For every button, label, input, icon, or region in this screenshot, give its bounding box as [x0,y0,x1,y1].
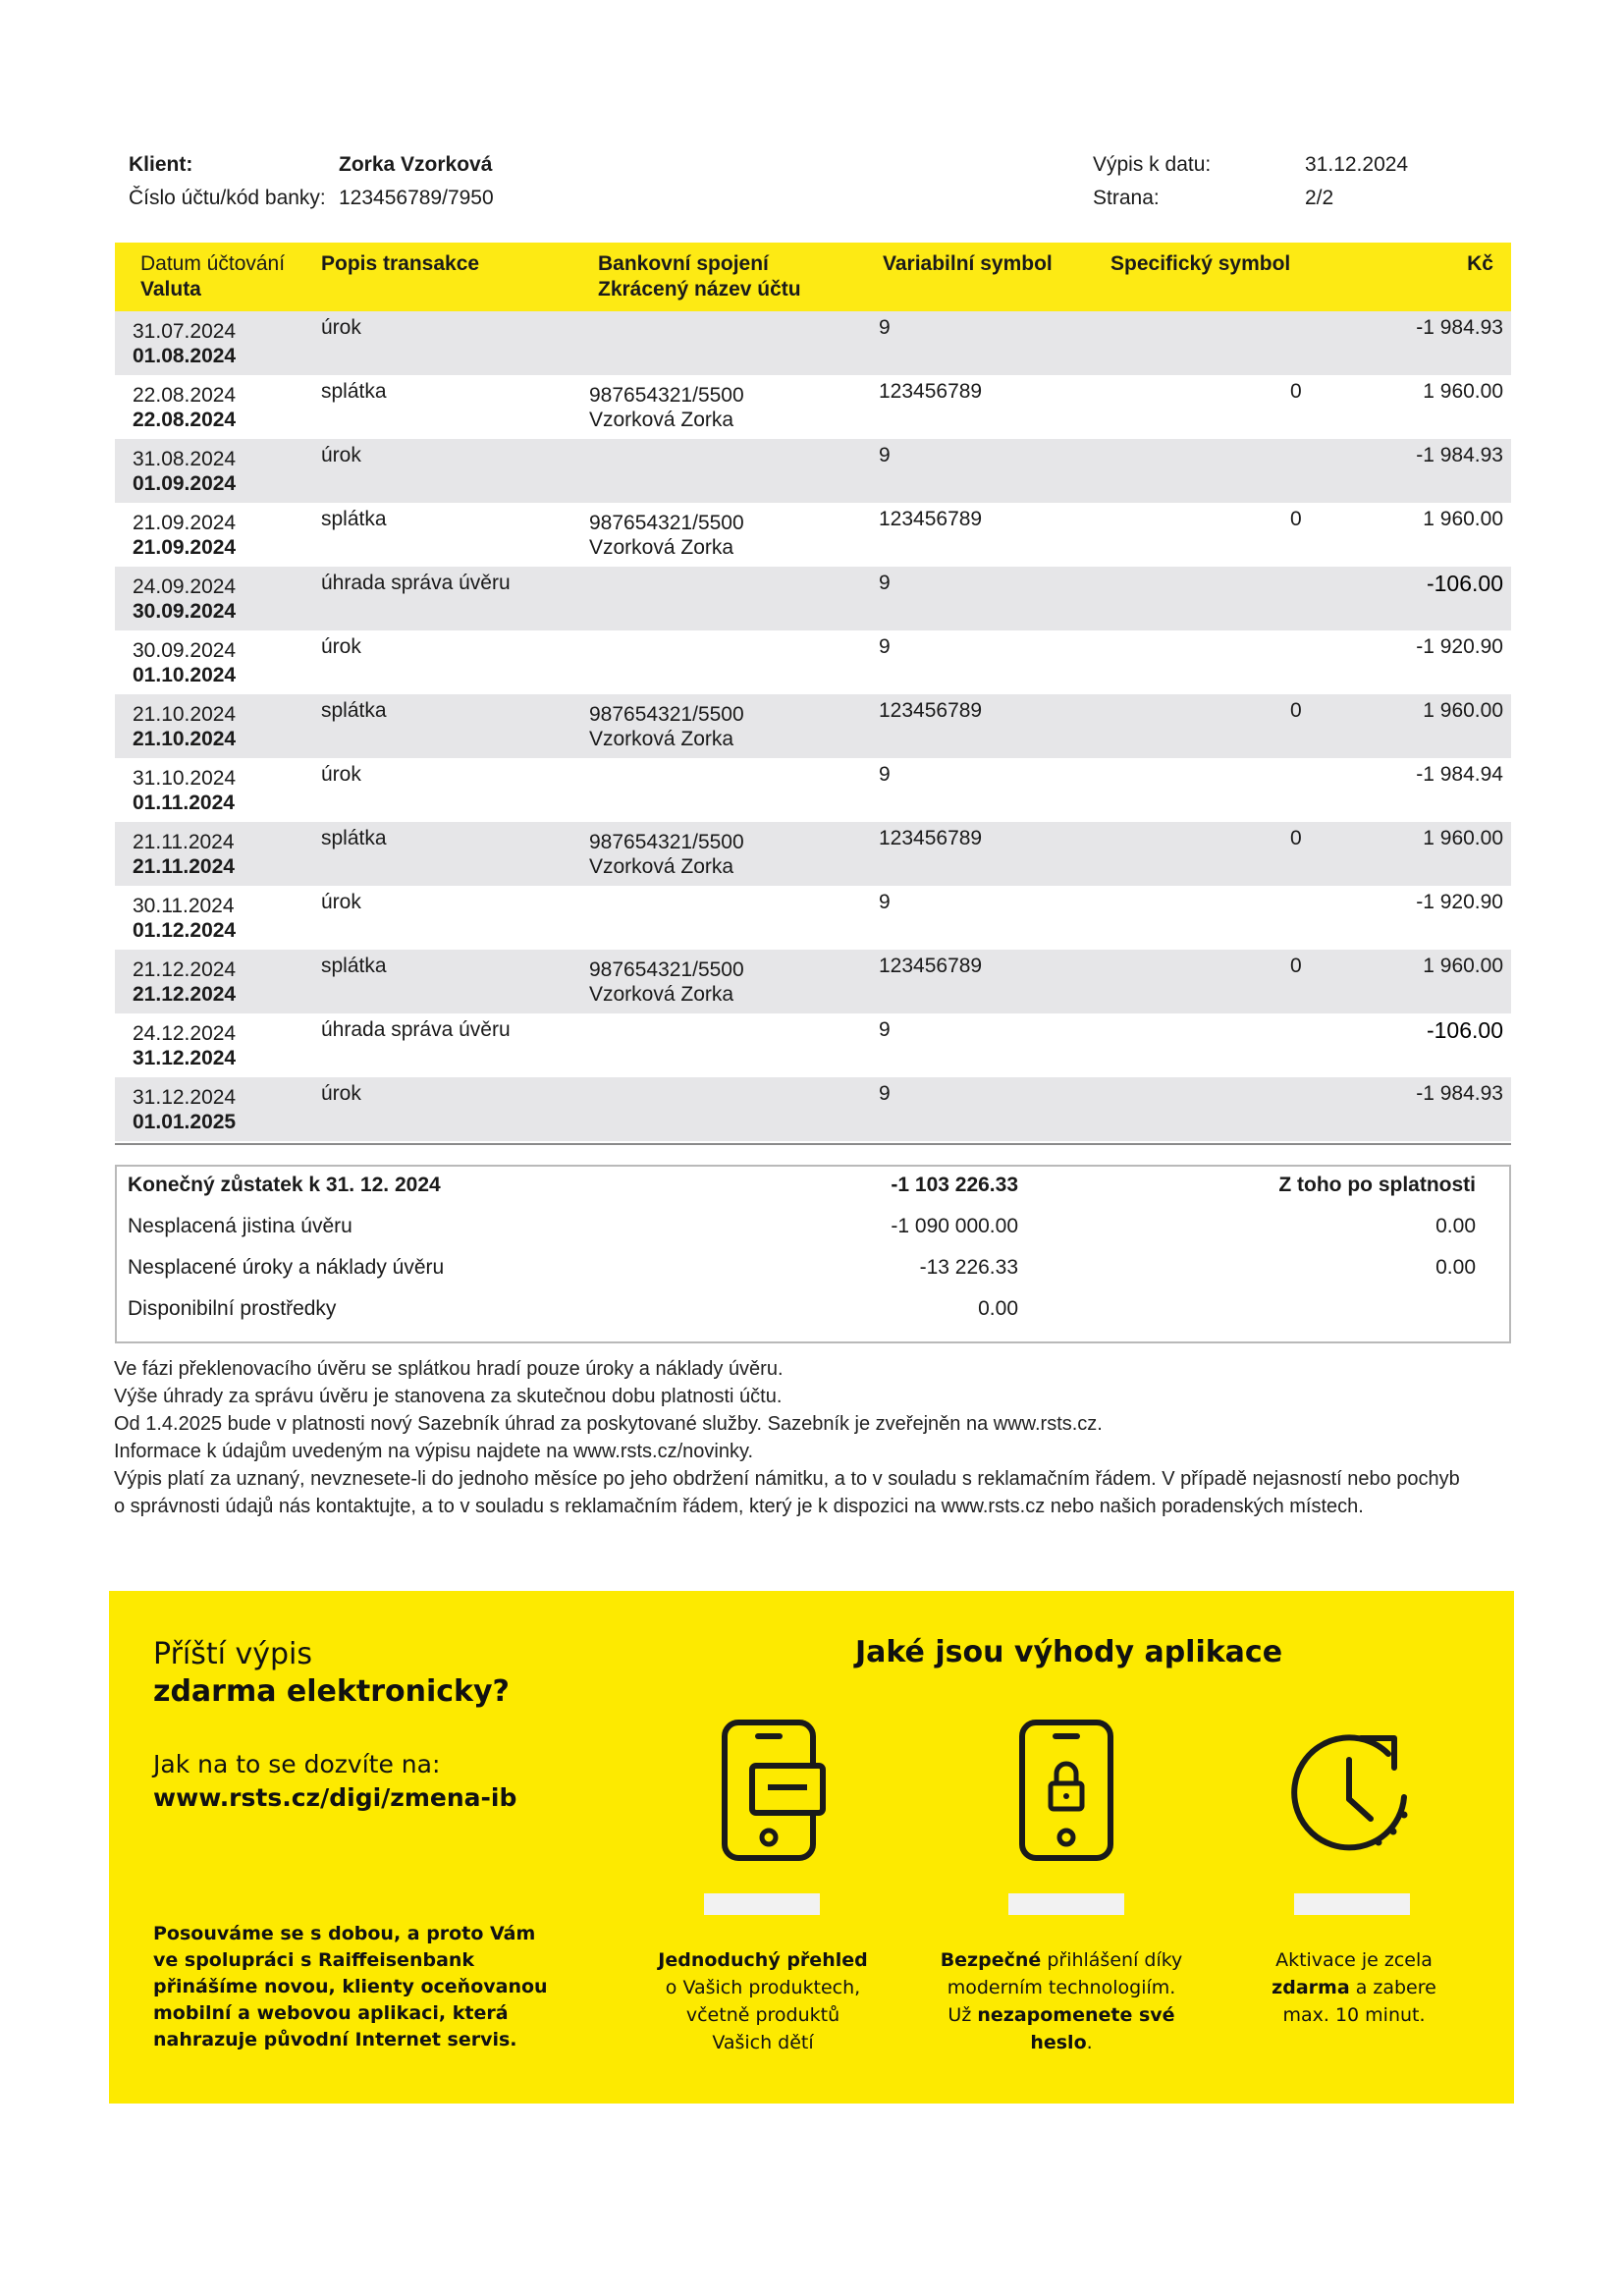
row-value-date: 01.11.2024 [133,792,235,814]
row-value-date: 01.10.2024 [133,664,237,686]
available-value: 0.00 [978,1297,1018,1320]
row-description: splátka [321,699,387,722]
row-posting-date: 30.09.2024 [133,639,237,662]
row-value-date: 21.09.2024 [133,536,237,559]
row-description: úhrada správa úvěru [321,1018,511,1041]
header-variable-symbol: Variabilní symbol [883,252,1053,275]
row-description: splátka [321,508,387,530]
row-amount: 1 960.00 [1423,955,1503,977]
row-amount: -1 984.93 [1416,1082,1503,1105]
header-value-date: Valuta [140,278,201,301]
promo-banner [109,1591,1514,2104]
final-balance-label: Konečný zůstatek k 31. 12. 2024 [128,1174,441,1196]
account-number: 123456789/7950 [339,187,494,209]
row-bank-account: 987654321/5500 [589,831,744,853]
row-posting-date: 31.07.2024 [133,320,237,343]
statement-date-label: Výpis k datu: [1093,153,1212,176]
row-variable-symbol: 123456789 [879,508,983,530]
row-amount: 1 960.00 [1423,827,1503,849]
note-line: o správnosti údajů nás kontaktujte, a to v souladu s reklamačním řádem, který je k dispozici na www.rsts.cz nebo našich poradenských místech. [114,1496,1364,1517]
row-posting-date: 31.10.2024 [133,767,237,790]
row-variable-symbol: 9 [879,635,891,658]
feature-security-rest: přihlášení díky [1041,1949,1183,1971]
promo-title-line2: zdarma elektronicky? [153,1674,510,1709]
row-specific-symbol: 0 [1290,955,1302,977]
row-variable-symbol: 9 [879,444,891,466]
feature-activation-bold: zdarma [1272,1977,1350,1998]
table-row [115,439,1511,503]
row-specific-symbol: 0 [1290,380,1302,403]
row-posting-date: 24.09.2024 [133,575,237,598]
table-row [115,822,1511,886]
table-bottom-rule [115,1143,1511,1145]
row-bank-account: 987654321/5500 [589,384,744,407]
row-amount: -106.00 [1426,571,1503,596]
icon-label-bar [704,1893,820,1915]
row-variable-symbol: 9 [879,316,891,339]
table-row [115,503,1511,567]
header-short-name: Zkrácený název účtu [598,278,801,301]
row-bank-account: 987654321/5500 [589,703,744,726]
statement-date: 31.12.2024 [1305,153,1409,176]
row-variable-symbol: 9 [879,763,891,786]
row-description: úrok [321,891,361,913]
row-posting-date: 30.11.2024 [133,895,235,917]
header-bank: Bankovní spojení [598,252,769,275]
note-line: Ve fázi překlenovacího úvěru se splátkou hradí pouze úroky a náklady úvěru. [114,1358,784,1380]
table-row [115,311,1511,375]
row-amount: -1 920.90 [1416,891,1503,913]
row-value-date: 30.09.2024 [133,600,237,623]
row-variable-symbol: 9 [879,1018,891,1041]
row-value-date: 01.08.2024 [133,345,237,367]
row-value-date: 22.08.2024 [133,409,237,431]
note-line: Výpis platí za uznaný, nevznesete-li do jednoho měsíce po jeho obdržení námitku, a to v souladu s reklamačním řádem. V případě nejasností nebo pochyb [114,1468,1460,1490]
row-description: úrok [321,444,361,466]
page-number: 2/2 [1305,187,1334,209]
row-posting-date: 31.12.2024 [133,1086,237,1109]
promo-body-line: přinášíme novou, klienty oceňovanou [153,1976,548,1997]
note-line: Informace k údajům uvedeným na výpisu najdete na www.rsts.cz/novinky. [114,1441,754,1462]
row-value-date: 21.11.2024 [133,855,235,878]
principal-label: Nesplacená jistina úvěru [128,1215,352,1237]
table-body [115,311,1511,1141]
row-description: splátka [321,380,387,403]
phone-wallet-icon [709,1717,827,1869]
feature-overview-line: o Vašich produktech, [665,1977,861,1998]
promo-body-line: mobilní a webovou aplikaci, která [153,2002,509,2024]
row-value-date: 21.10.2024 [133,728,237,750]
row-value-date: 31.12.2024 [133,1047,237,1069]
table-row [115,950,1511,1013]
row-variable-symbol: 123456789 [879,699,983,722]
header-posting-date: Datum účtování [140,252,286,275]
feature-security-line: moderním technologiím. [947,1977,1176,1998]
row-posting-date: 21.12.2024 [133,958,237,981]
row-description: úrok [321,763,361,786]
promo-url-link[interactable]: www.rsts.cz/digi/zmena-ib [153,1783,517,1812]
principal-value: -1 090 000.00 [891,1215,1018,1237]
table-header [115,243,1511,311]
table-row [115,694,1511,758]
table-row [115,1077,1511,1141]
row-posting-date: 24.12.2024 [133,1022,237,1045]
row-posting-date: 31.08.2024 [133,448,237,470]
row-description: úrok [321,1082,361,1105]
row-amount: -106.00 [1426,1017,1503,1043]
table-row [115,375,1511,439]
row-value-date: 01.01.2025 [133,1111,237,1133]
header-amount: Kč [1467,252,1493,275]
feature-security [934,1946,1189,2056]
icon-label-bar [1294,1893,1410,1915]
promo-body-line: ve spolupráci s Raiffeisenbank [153,1949,475,1971]
feature-activation-line: Aktivace je zcela [1275,1949,1433,1971]
row-bank-account: 987654321/5500 [589,958,744,981]
interest-value: -13 226.33 [919,1256,1018,1279]
final-balance-value: -1 103 226.33 [891,1174,1018,1196]
row-account-name: Vzorková Zorka [589,983,734,1006]
row-amount: -1 984.93 [1416,444,1503,466]
feature-security-pre: Už [947,2004,978,2026]
client-name: Zorka Vzorková [339,153,493,176]
row-variable-symbol: 9 [879,1082,891,1105]
row-specific-symbol: 0 [1290,508,1302,530]
overdue-label: Z toho po splatnosti [1278,1174,1476,1196]
row-value-date: 21.12.2024 [133,983,237,1006]
feature-activation [1226,1946,1482,2029]
row-posting-date: 21.10.2024 [133,703,237,726]
interest-overdue: 0.00 [1435,1256,1476,1279]
row-variable-symbol: 123456789 [879,380,983,403]
balance-summary [115,1165,1511,1343]
row-amount: -1 984.94 [1416,763,1503,786]
feature-security-bold: Bezpečné [940,1949,1042,1971]
row-description: úrok [321,635,361,658]
table-row [115,1013,1511,1077]
row-account-name: Vzorková Zorka [589,409,734,431]
icon-label-bar [1008,1893,1124,1915]
row-variable-symbol: 123456789 [879,827,983,849]
table-row [115,886,1511,950]
note-line: Výše úhrady za správu úvěru je stanovena za skutečnou dobu platnosti účtu. [114,1386,783,1407]
table-row [115,630,1511,694]
feature-overview-line: Vašich dětí [712,2032,814,2053]
row-amount: -1 984.93 [1416,316,1503,339]
phone-lock-icon [1012,1717,1120,1869]
statement-notes [114,1355,1460,1520]
promo-body-line: nahrazuje původní Internet servis. [153,2029,517,2050]
account-label: Číslo účtu/kód banky: [129,187,326,209]
clock-refresh-icon [1278,1717,1426,1869]
note-line: Od 1.4.2025 bude v platnosti nový Sazebník úhrad za poskytované služby. Sazebník je zveřejněn na www.rsts.cz. [114,1413,1103,1435]
row-description: úrok [321,316,361,339]
promo-howto: Jak na to se dozvíte na: [153,1750,441,1778]
row-amount: 1 960.00 [1423,699,1503,722]
available-label: Disponibilní prostředky [128,1297,337,1320]
feature-overview-line: včetně produktů [685,2004,840,2026]
row-amount: -1 920.90 [1416,635,1503,658]
row-amount: 1 960.00 [1423,380,1503,403]
feature-activation-rest: a zabere [1349,1977,1436,1998]
row-account-name: Vzorková Zorka [589,728,734,750]
row-bank-account: 987654321/5500 [589,512,744,534]
feature-security-bold2: nezapomenete své [977,2004,1175,2026]
interest-label: Nesplacené úroky a náklady úvěru [128,1256,445,1279]
row-specific-symbol: 0 [1290,699,1302,722]
row-variable-symbol: 123456789 [879,955,983,977]
row-posting-date: 22.08.2024 [133,384,237,407]
row-amount: 1 960.00 [1423,508,1503,530]
promo-title-line1: Příští výpis [153,1637,313,1671]
header-specific-symbol: Specifický symbol [1110,252,1291,275]
feature-overview-title: Jednoduchý přehled [658,1949,868,1971]
benefits-title: Jaké jsou výhody aplikace [855,1635,1283,1669]
page-label: Strana: [1093,187,1160,209]
promo-body-line: Posouváme se s dobou, a proto Vám [153,1923,536,1944]
row-variable-symbol: 9 [879,572,891,594]
row-account-name: Vzorková Zorka [589,855,734,878]
row-value-date: 01.12.2024 [133,919,237,942]
table-row [115,758,1511,822]
row-variable-symbol: 9 [879,891,891,913]
feature-security-end: . [1086,2032,1093,2053]
row-posting-date: 21.09.2024 [133,512,237,534]
row-value-date: 01.09.2024 [133,472,237,495]
table-row [115,567,1511,630]
row-description: splátka [321,827,387,849]
row-posting-date: 21.11.2024 [133,831,235,853]
row-description: splátka [321,955,387,977]
header-description: Popis transakce [321,252,480,275]
feature-activation-line: max. 10 minut. [1282,2004,1426,2026]
principal-overdue: 0.00 [1435,1215,1476,1237]
row-specific-symbol: 0 [1290,827,1302,849]
row-description: úhrada správa úvěru [321,572,511,594]
feature-overview [635,1946,891,2056]
row-account-name: Vzorková Zorka [589,536,734,559]
client-label: Klient: [129,153,193,176]
transactions-table [115,243,1511,1141]
feature-security-bold3: heslo [1030,2032,1087,2053]
